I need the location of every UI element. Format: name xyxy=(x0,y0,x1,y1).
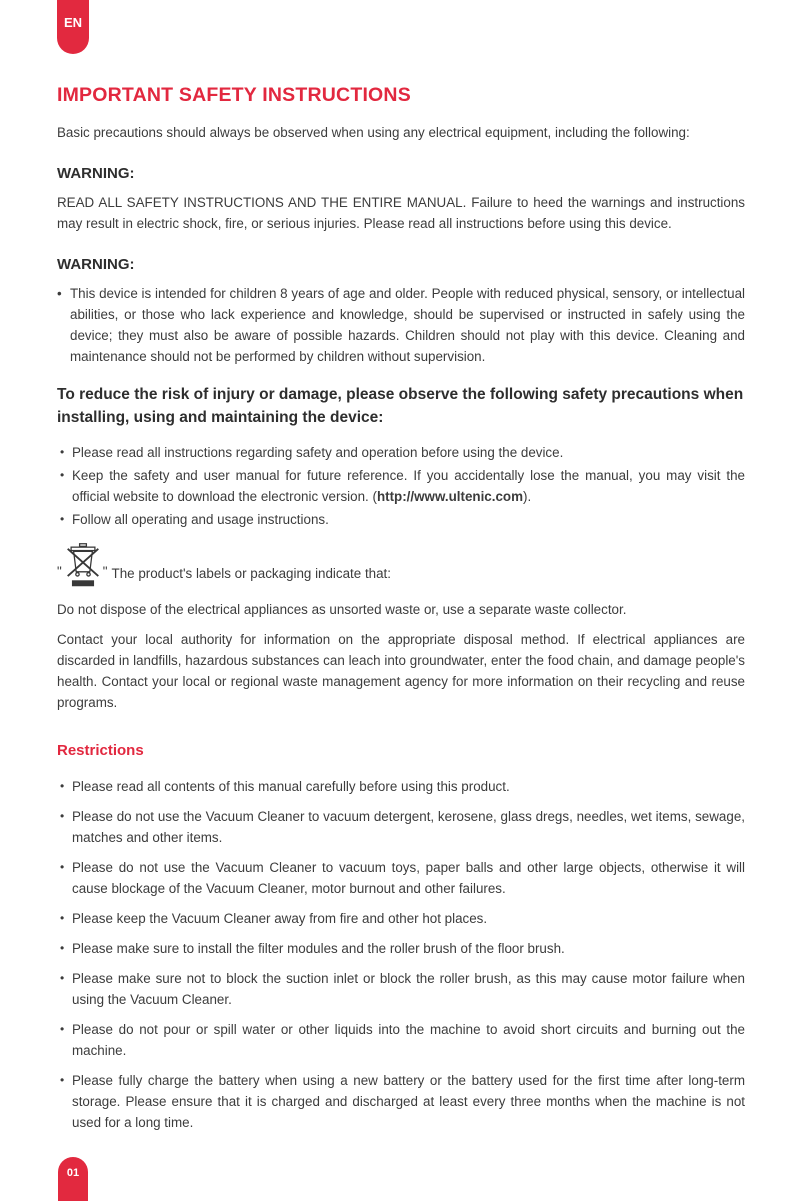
disposal-symbol-row xyxy=(57,542,745,594)
list-item: • Please make sure to install the filter modules and the roller brush of the floor brush. xyxy=(57,938,745,959)
disposal-line-2: Contact your local authority for information on the appropriate disposal method. If electrical appliances are discarded in landfills, hazardous substances can leach into groundwater, enter the food chain, and damage people's health. Contact your local or regional waste management agency for more information on their recycling and reuse programs. xyxy=(57,632,745,710)
list-item: • Please keep the Vacuum Cleaner away from fire and other hot places. xyxy=(57,908,745,929)
list-item: • Please do not use the Vacuum Cleaner to vacuum detergent, kerosene, glass dregs, needles, wet items, sewage, matches and other items. xyxy=(57,806,745,848)
disposal-label: The product's labels or packaging indicate that: xyxy=(111,566,391,581)
warning-bullet-children: • This device is intended for children 8 years of age and older. People with reduced physical, sensory, or intellectual abilities, or those who lack experience and knowledge, should be supervised or instructed in safely using the device; they must also be aware of possible hazards. Children should not play with this device. Cleaning and maintenance should not be performed by children without supervision. xyxy=(57,283,745,367)
page-title: IMPORTANT SAFETY INSTRUCTIONS xyxy=(57,84,411,106)
list-item: • Please make sure not to block the suction inlet or block the roller brush, as this may cause motor failure when using the Vacuum Cleaner. xyxy=(57,968,745,1010)
quote-open: " xyxy=(57,564,62,579)
list-item: • Please read all contents of this manual carefully before using this product. xyxy=(57,776,745,797)
restrictions-list xyxy=(57,776,745,1133)
list-item: • Follow all operating and usage instructions. xyxy=(57,509,745,530)
warning-body-1: READ ALL SAFETY INSTRUCTIONS AND THE ENTIRE MANUAL. Failure to heed the warnings and instructions may result in electric shock, fire, or serious injuries. Please read all instructions before using this device. xyxy=(57,195,745,231)
list-item: • Please do not pour or spill water or other liquids into the machine to avoid short circuits and burning out the machine. xyxy=(57,1019,745,1061)
language-tab xyxy=(57,0,89,54)
language-tab-label: EN xyxy=(63,14,83,30)
intro-text: Basic precautions should always be observed when using any electrical equipment, including the following: xyxy=(57,125,690,140)
website-url: http://www.ultenic.com xyxy=(376,489,523,504)
list-item: • Please read all instructions regarding safety and operation before using the device. xyxy=(57,442,745,463)
page-number-tab xyxy=(58,1157,88,1201)
precautions-list xyxy=(57,442,745,530)
page-number-label: 01 xyxy=(66,1167,80,1179)
bullet-text-post: ). xyxy=(523,489,532,504)
quote-close: " xyxy=(102,564,108,579)
list-item: • Please fully charge the battery when using a new battery or the battery used for the first time after long-term storage. Please ensure that it is charged and discharged at least every three months when the machine is not used for a long time. xyxy=(57,1070,745,1133)
bullet-text-pre: Keep the safety and user manual for future reference. If you accidentally lose the manual, you may visit the official website to download the electronic version. ( xyxy=(72,468,745,504)
weee-crossed-out-bin-icon xyxy=(66,542,100,594)
list-item: • Please do not use the Vacuum Cleaner to vacuum toys, paper balls and other large objects, otherwise it will cause blockage of the Vacuum Cleaner, motor burnout and other failures. xyxy=(57,857,745,899)
list-item xyxy=(57,465,745,507)
precautions-heading: To reduce the risk of injury or damage, please observe the following safety precautions when installing, using and maintaining the device: xyxy=(57,386,744,426)
warning-heading-2: WARNING: xyxy=(57,256,135,273)
restrictions-heading: Restrictions xyxy=(57,742,144,759)
warning-heading-1: WARNING: xyxy=(57,165,135,182)
disposal-line-1: Do not dispose of the electrical appliances as unsorted waste or, use a separate waste collector. xyxy=(57,602,627,617)
